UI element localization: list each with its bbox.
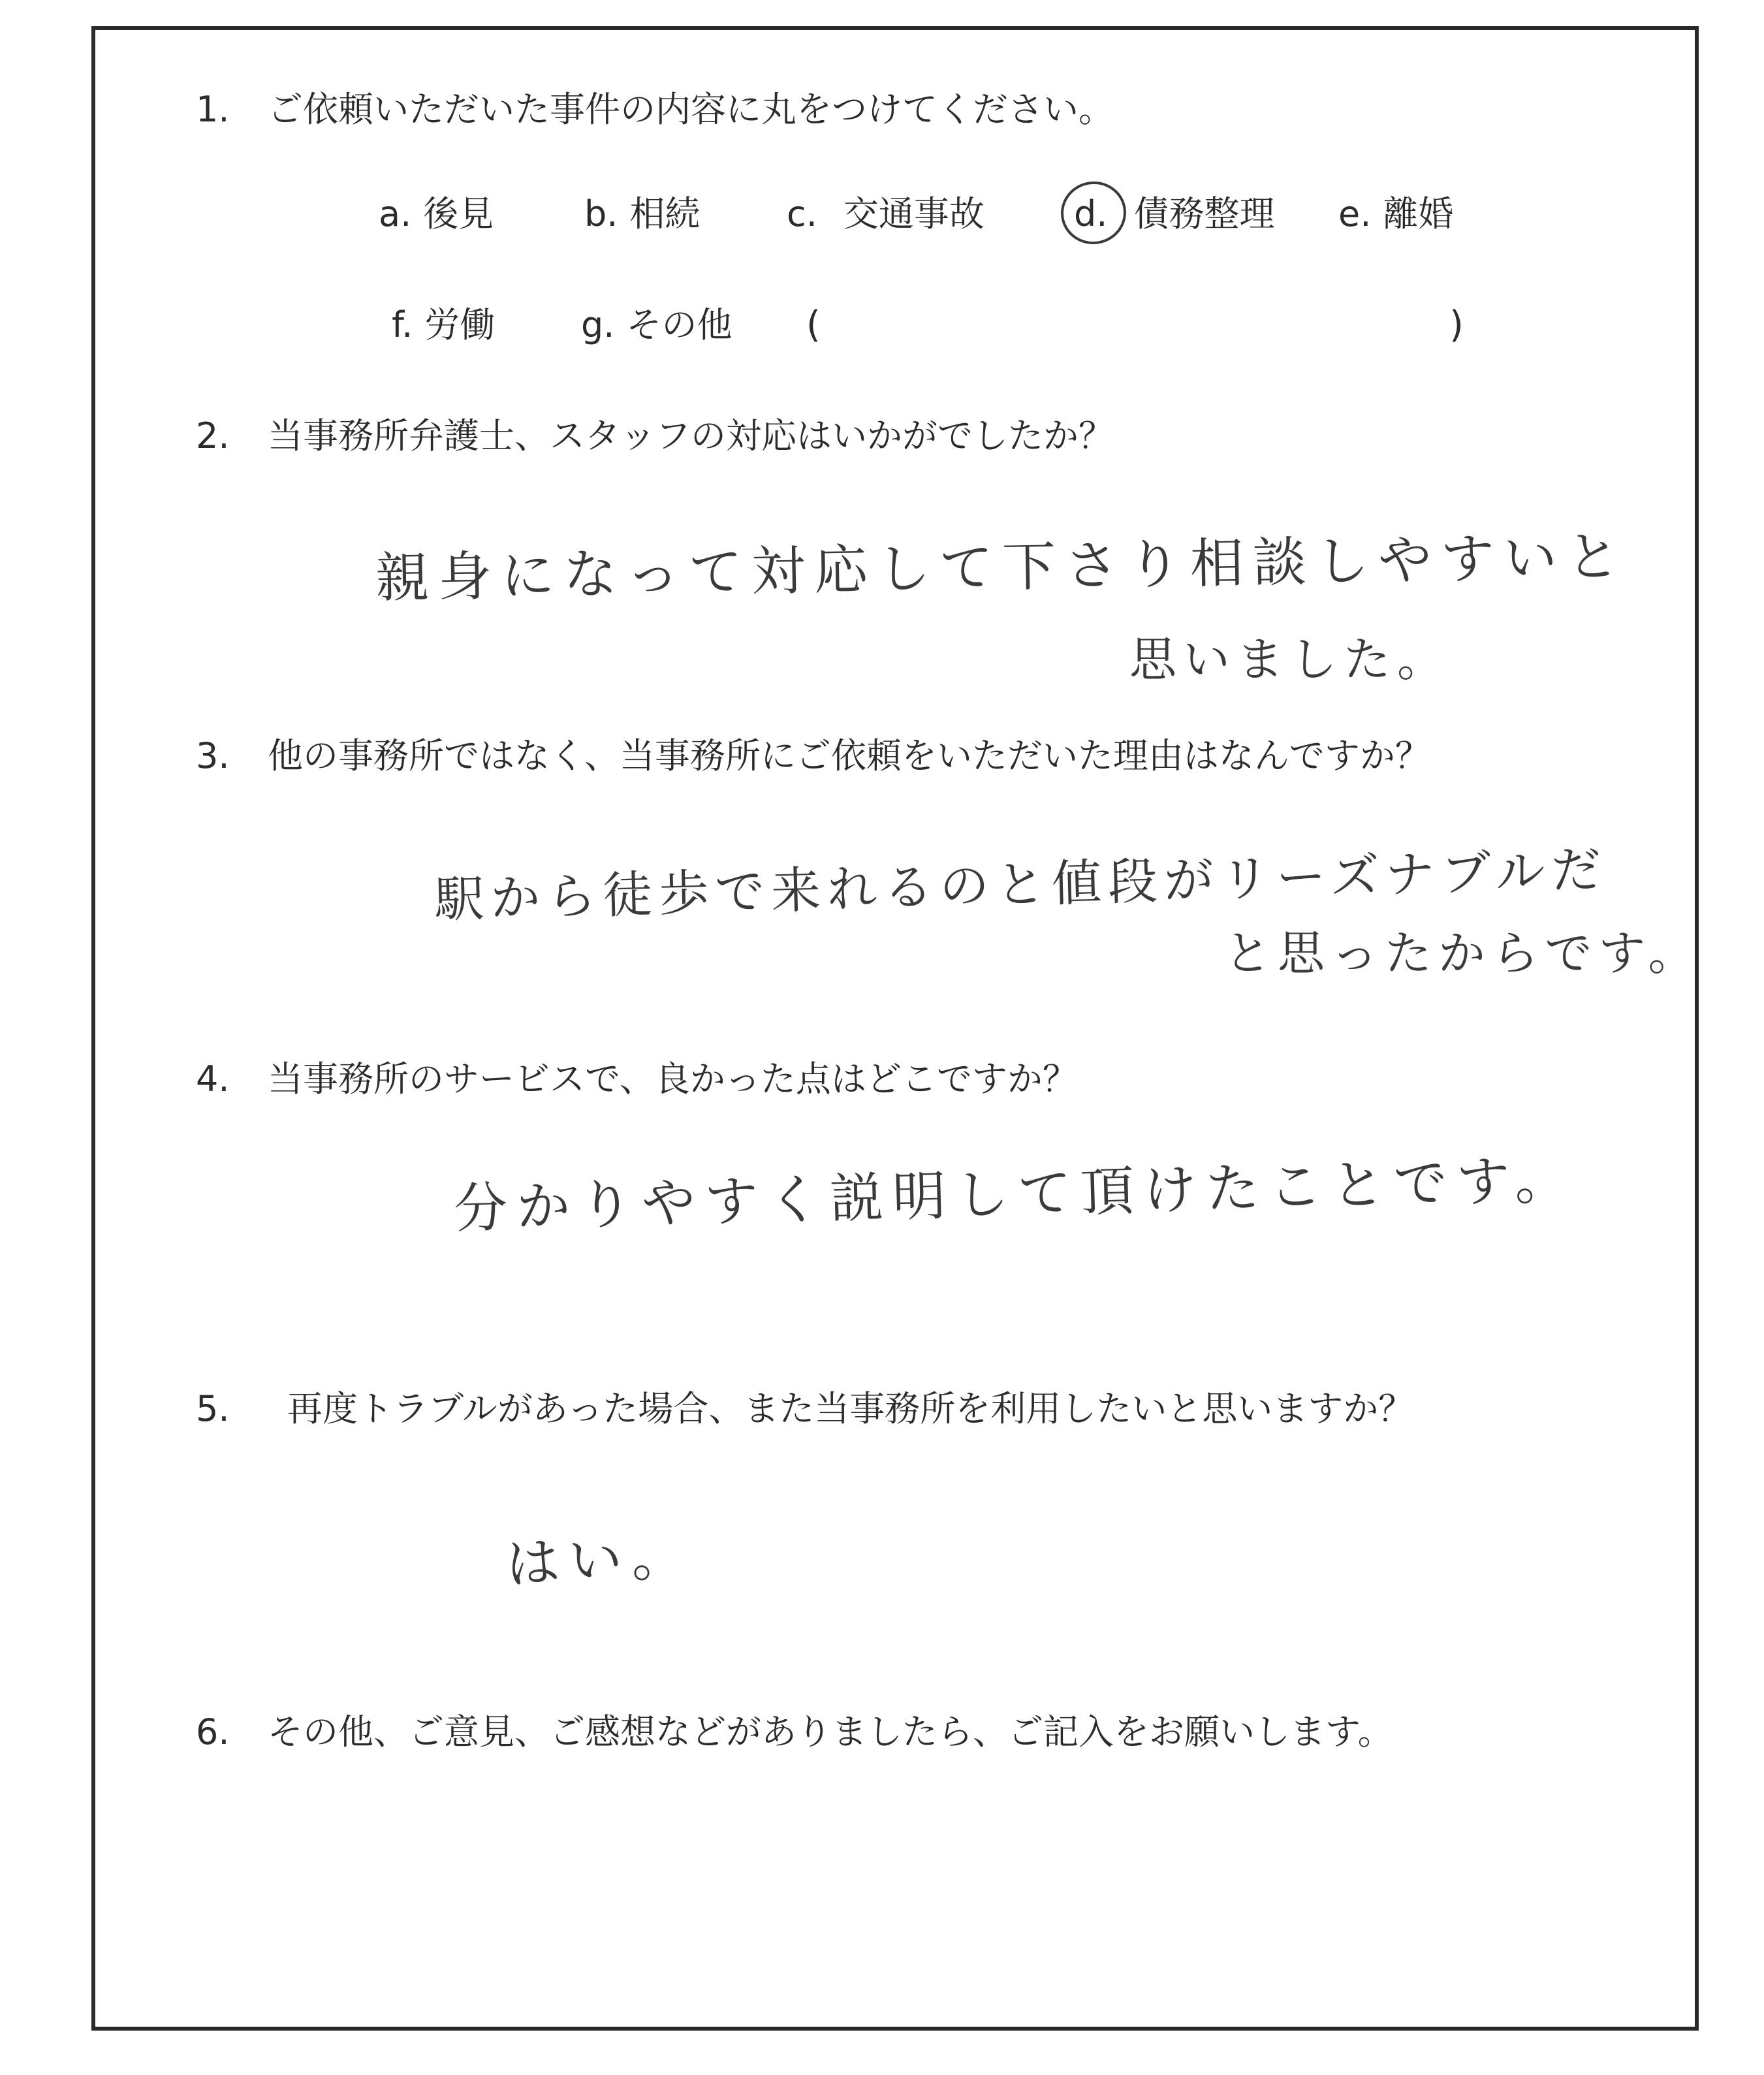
option-f[interactable]: f. 労働 (392, 304, 496, 345)
option-g[interactable]: g. その他 (581, 304, 732, 345)
question-2 (196, 415, 1114, 458)
question-3 (196, 735, 1430, 778)
question-text: その他、ご意見、ご感想などがありましたら、ご記入をお願いします。 (268, 1711, 1393, 1752)
question-1 (196, 88, 1114, 131)
question-number: 2. (196, 415, 230, 456)
answer-3-line-1: 駅から徒歩で来れるのと値段がリーズナブルだ (433, 840, 1609, 929)
answer-5-line-1: はい。 (504, 1524, 696, 1596)
question-text: 再度トラブルがあった場合、また当事務所を利用したいと思いますか？ (287, 1388, 1414, 1429)
question-4 (196, 1058, 1078, 1101)
question-text: 当事務所のサービスで、良かった点はどこですか？ (268, 1058, 1078, 1100)
question-text: 当事務所弁護士、スタッフの対応はいかがでしたか？ (268, 415, 1114, 456)
answer-2-line-2: 思いました。 (1129, 632, 1451, 687)
answer-3-line-2: と思ったからです。 (1224, 926, 1702, 981)
other-open-paren: ( (806, 304, 821, 346)
other-close-paren: ) (1449, 304, 1464, 346)
answer-4-line-1: 分かりやすく説明して頂けたことです。 (453, 1148, 1579, 1241)
option-e[interactable]: e. 離婚 (1338, 193, 1454, 234)
question-number: 4. (196, 1058, 230, 1100)
question-number: 1. (196, 89, 230, 130)
question-number: 5. (196, 1388, 230, 1429)
question-text: 他の事務所ではなく、当事務所にご依頼をいただいた理由はなんですか？ (268, 735, 1430, 776)
answer-2-line-1: 親身になって対応して下さり相談しやすいと (375, 526, 1630, 610)
option-b[interactable]: b. 相続 (584, 193, 701, 234)
question-5 (196, 1387, 1413, 1431)
question-6 (196, 1711, 1393, 1754)
option-a[interactable]: a. 後見 (379, 193, 494, 234)
option-c[interactable]: c. 交通事故 (787, 193, 984, 234)
question-number: 6. (196, 1711, 230, 1752)
option-d[interactable]: d. 債務整理 (1074, 193, 1275, 234)
question-number: 3. (196, 735, 230, 776)
question-text: ご依頼いただいた事件の内容に丸をつけてください。 (268, 89, 1114, 130)
